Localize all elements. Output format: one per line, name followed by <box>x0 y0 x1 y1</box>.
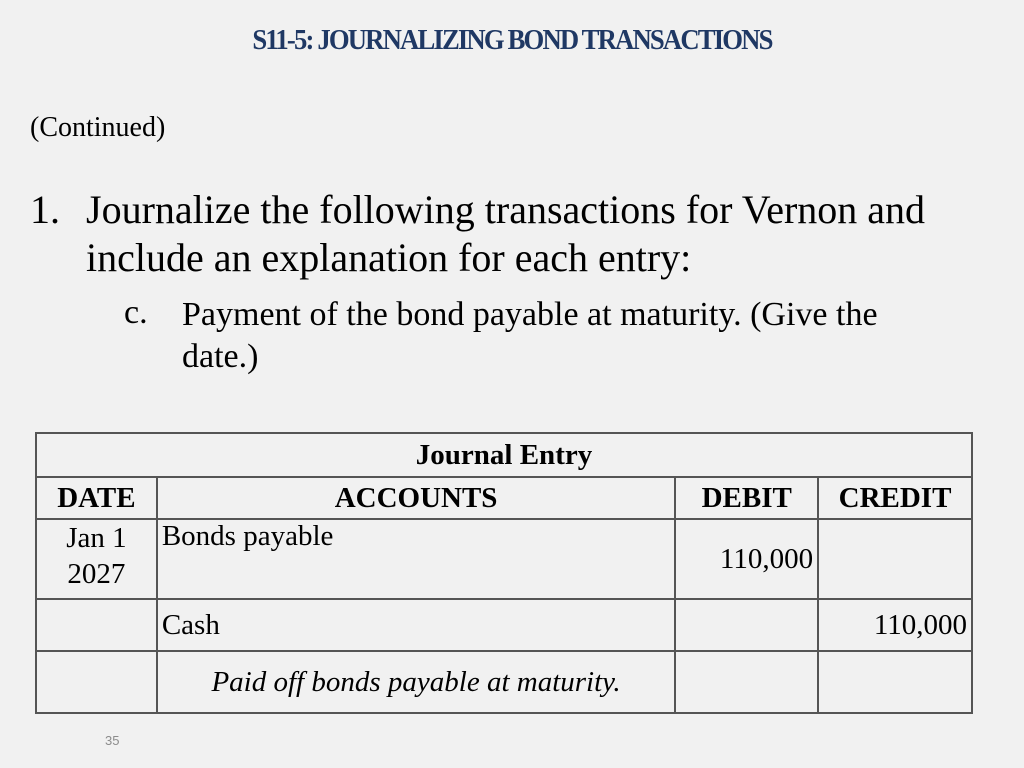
account-cell: Bonds payable <box>157 519 675 599</box>
header-credit: CREDIT <box>818 477 972 519</box>
debit-cell: 110,000 <box>675 519 818 599</box>
empty-credit-cell <box>818 651 972 713</box>
credit-cell <box>818 519 972 599</box>
explanation-cell: Paid off bonds payable at maturity. <box>157 651 675 713</box>
date-cell <box>36 599 157 651</box>
subitem-letter: c. <box>124 294 148 331</box>
header-accounts: ACCOUNTS <box>157 477 675 519</box>
debit-cell <box>675 599 818 651</box>
credit-cell: 110,000 <box>818 599 972 651</box>
table-row <box>36 599 972 651</box>
continued-label: (Continued) <box>30 112 166 143</box>
item-text: Journalize the following transactions for Vernon and include an explanation for each entry: <box>86 187 926 280</box>
header-debit: DEBIT <box>675 477 818 519</box>
account-cell: Cash <box>157 599 675 651</box>
empty-date-cell <box>36 651 157 713</box>
table-row <box>36 519 972 599</box>
empty-debit-cell <box>675 651 818 713</box>
journal-caption-row <box>36 433 972 477</box>
journal-entry-table <box>35 432 973 714</box>
journal-caption: Journal Entry <box>36 433 972 477</box>
date-line2: 2027 <box>67 558 126 590</box>
subitem-text: Payment of the bond payable at maturity. (Give the date.) <box>182 296 878 375</box>
page-number: 35 <box>105 733 120 748</box>
explanation-row <box>36 651 972 713</box>
item-number: 1. <box>30 187 60 232</box>
slide-title: S11-5: JOURNALIZING BOND TRANSACTIONS <box>252 24 772 56</box>
journal-header-row <box>36 477 972 519</box>
date-line1: Jan 1 <box>66 522 127 554</box>
date-cell <box>36 519 157 599</box>
header-date: DATE <box>36 477 157 519</box>
